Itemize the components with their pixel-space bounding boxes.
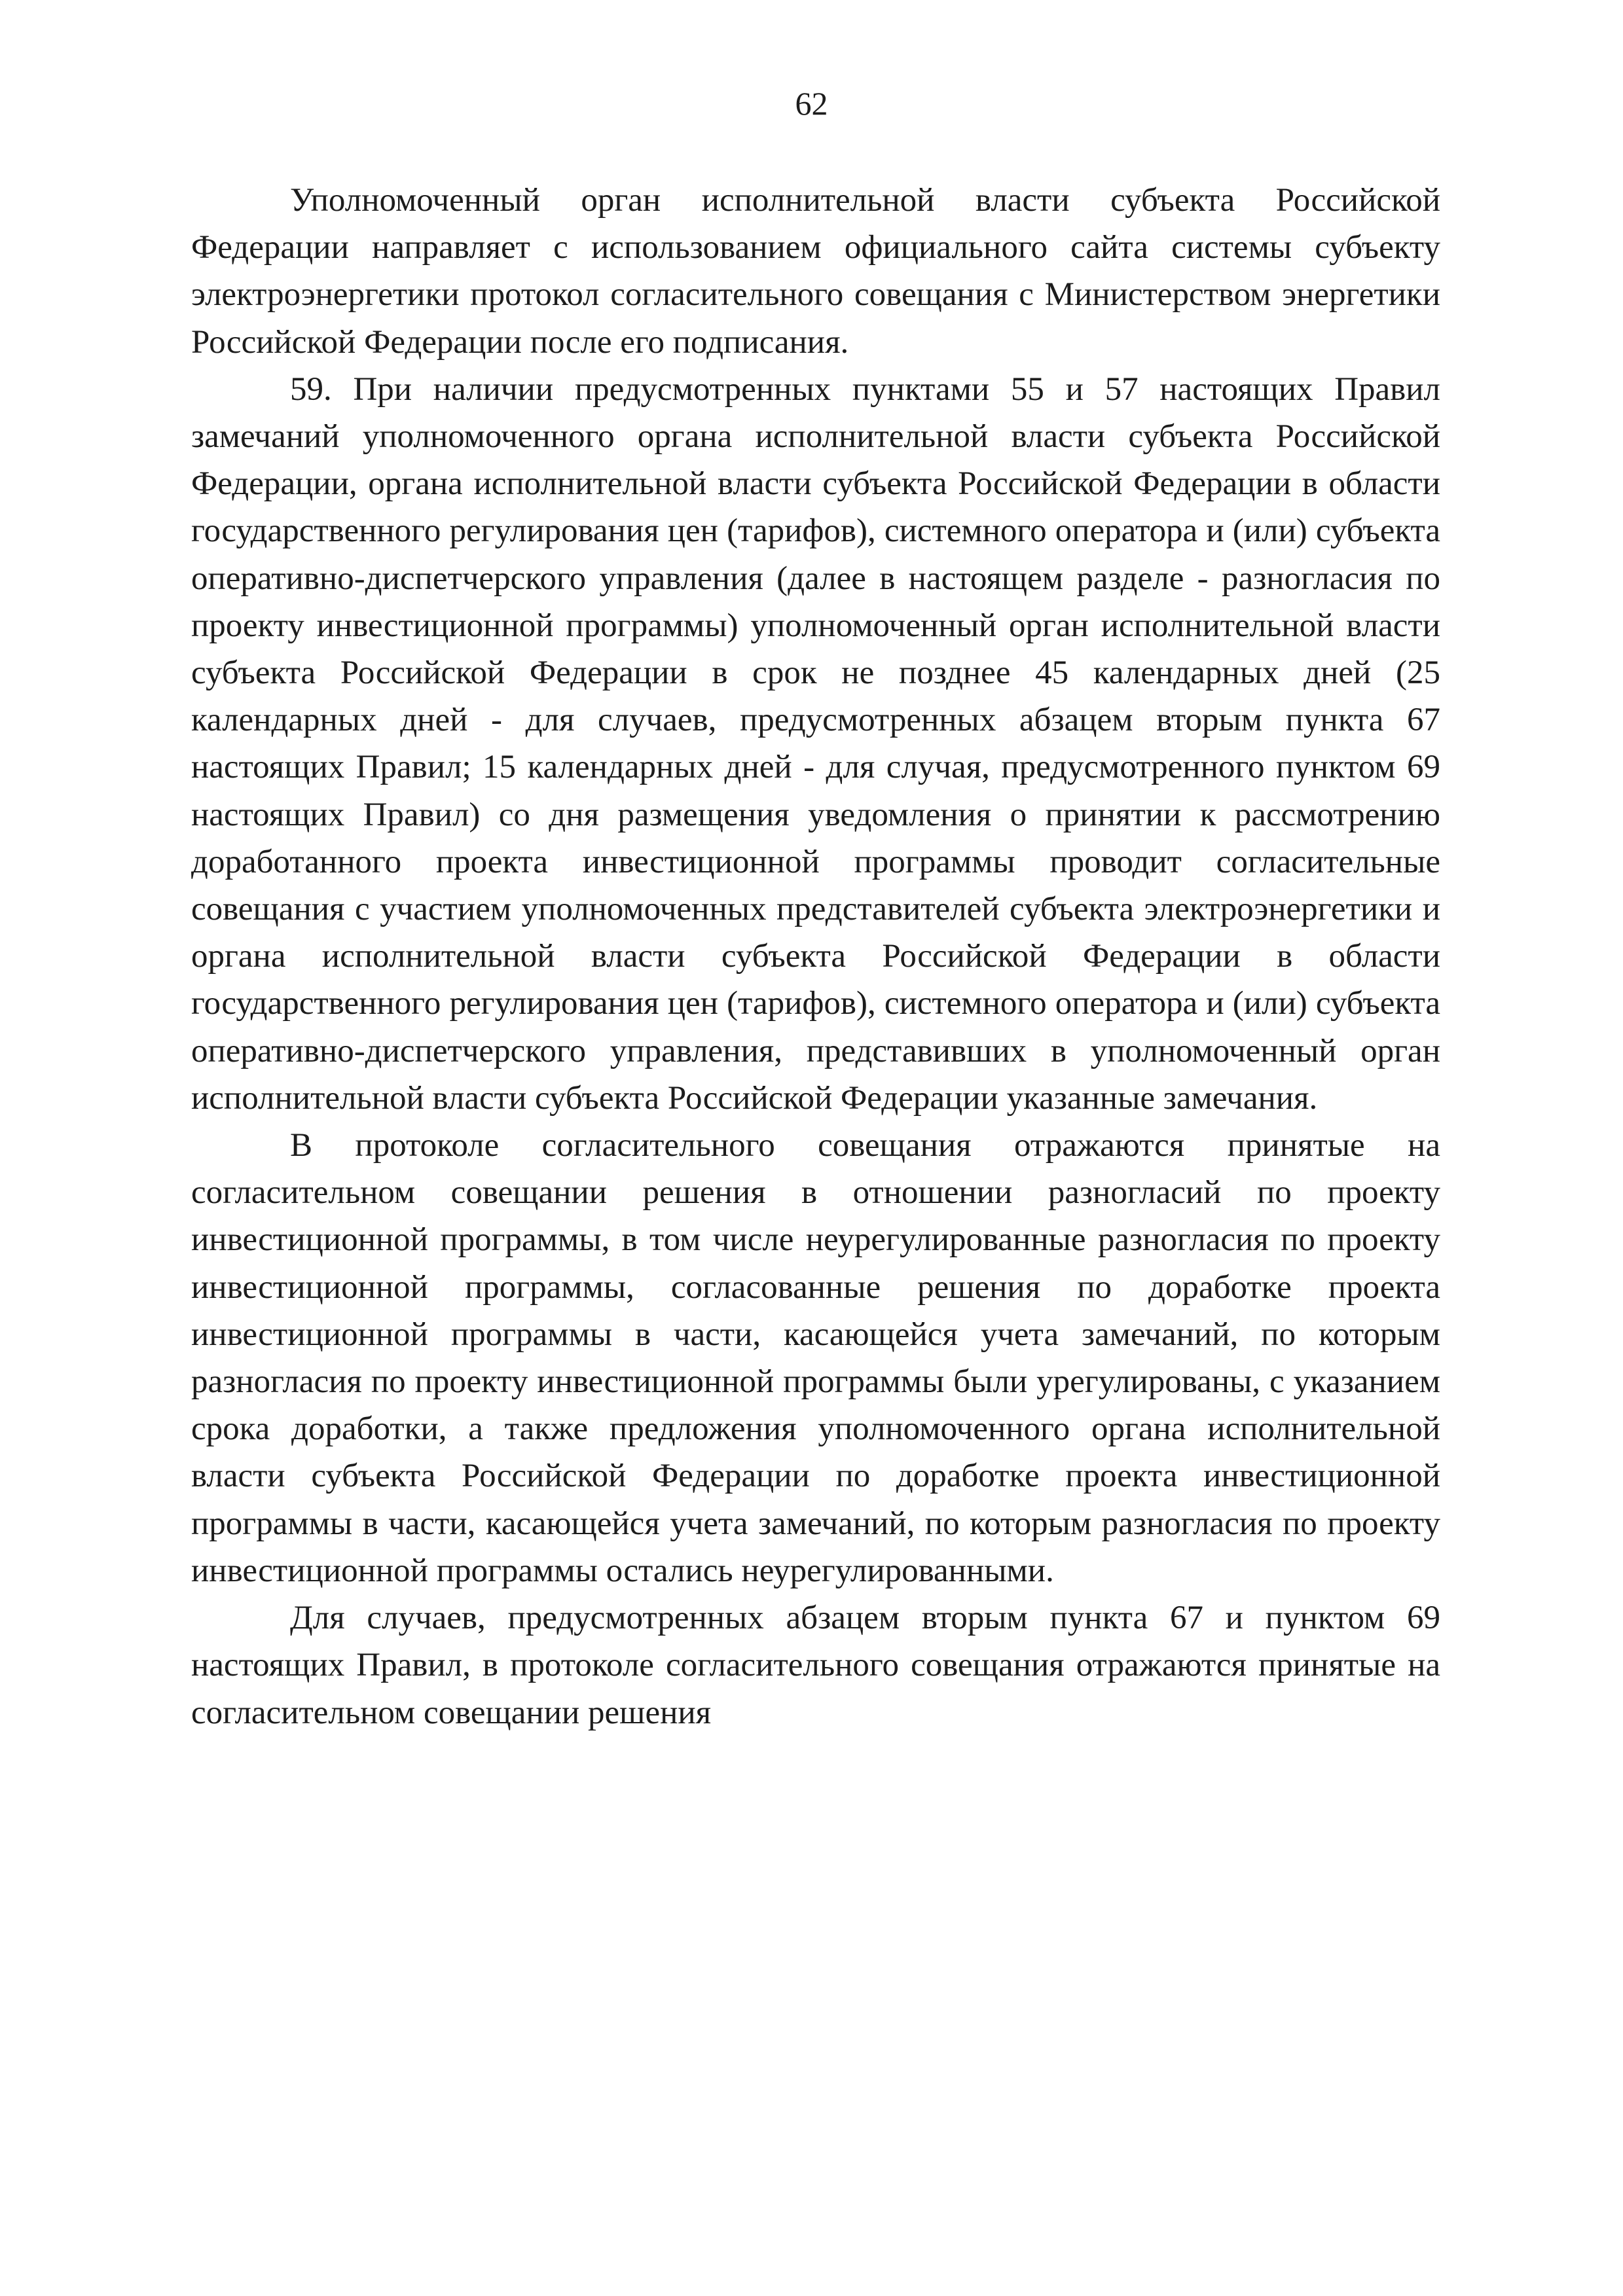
paragraph-authorized-body-protocol: Уполномоченный орган исполнительной власти субъекта Российской Федерации направляет с использованием официального сайта системы субъекту электроэнергетики протокол согласительного совещания с Министерством энергетики Российской Федерации после его подписания. bbox=[191, 182, 1440, 361]
page-number: 62 bbox=[795, 85, 828, 122]
paragraph-special-cases: Для случаев, предусмотренных абзацем вторым пункта 67 и пунктом 69 настоящих Правил, в протоколе согласительного совещания отражаются принятые на согласительном совещании решения bbox=[191, 1600, 1440, 1731]
document-body bbox=[191, 177, 1440, 1736]
paragraph-item-59: 59. При наличии предусмотренных пунктами 55 и 57 настоящих Правил замечаний уполномоченного органа исполнительной власти субъекта Российской Федерации, органа исполнительной власти субъекта Российской Федерации в области государственного регулирования цен (тарифов), системного оператора и (или) субъекта оперативно-диспетчерского управления (далее в настоящем разделе - разногласия по проекту инвестиционной программы) уполномоченный орган исполнительной власти субъекта Российской Федерации в срок не позднее 45 календарных дней (25 календарных дней - для случаев, предусмотренных абзацем вторым пункта 67 настоящих Правил; 15 календарных дней - для случая, предусмотренного пунктом 69 настоящих Правил) со дня размещения уведомления о принятии к рассмотрению доработанного проекта инвестиционной программы проводит согласительные совещания с участием уполномоченных представителей субъекта электроэнергетики и органа исполнительной власти субъекта Российской Федерации в области государственного регулирования цен (тарифов), системного оператора и (или) субъекта оперативно-диспетчерского управления, представивших в уполномоченный орган исполнительной власти субъекта Российской Федерации указанные замечания. bbox=[191, 370, 1440, 1117]
paragraph-protocol-contents: В протоколе согласительного совещания отражаются принятые на согласительном совещании решения в отношении разногласий по проекту инвестиционной программы, в том числе неурегулированные разногласия по проекту инвестиционной программы, согласованные решения по доработке проекта инвестиционной программы в части, касающейся учета замечаний, по которым разногласия по проекту инвестиционной программы были урегулированы, с указанием срока доработки, а также предложения уполномоченного органа исполнительной власти субъекта Российской Федерации по доработке проекта инвестиционной программы в части, касающейся учета замечаний, по которым разногласия по проекту инвестиционной программы остались неурегулированными. bbox=[191, 1127, 1440, 1589]
